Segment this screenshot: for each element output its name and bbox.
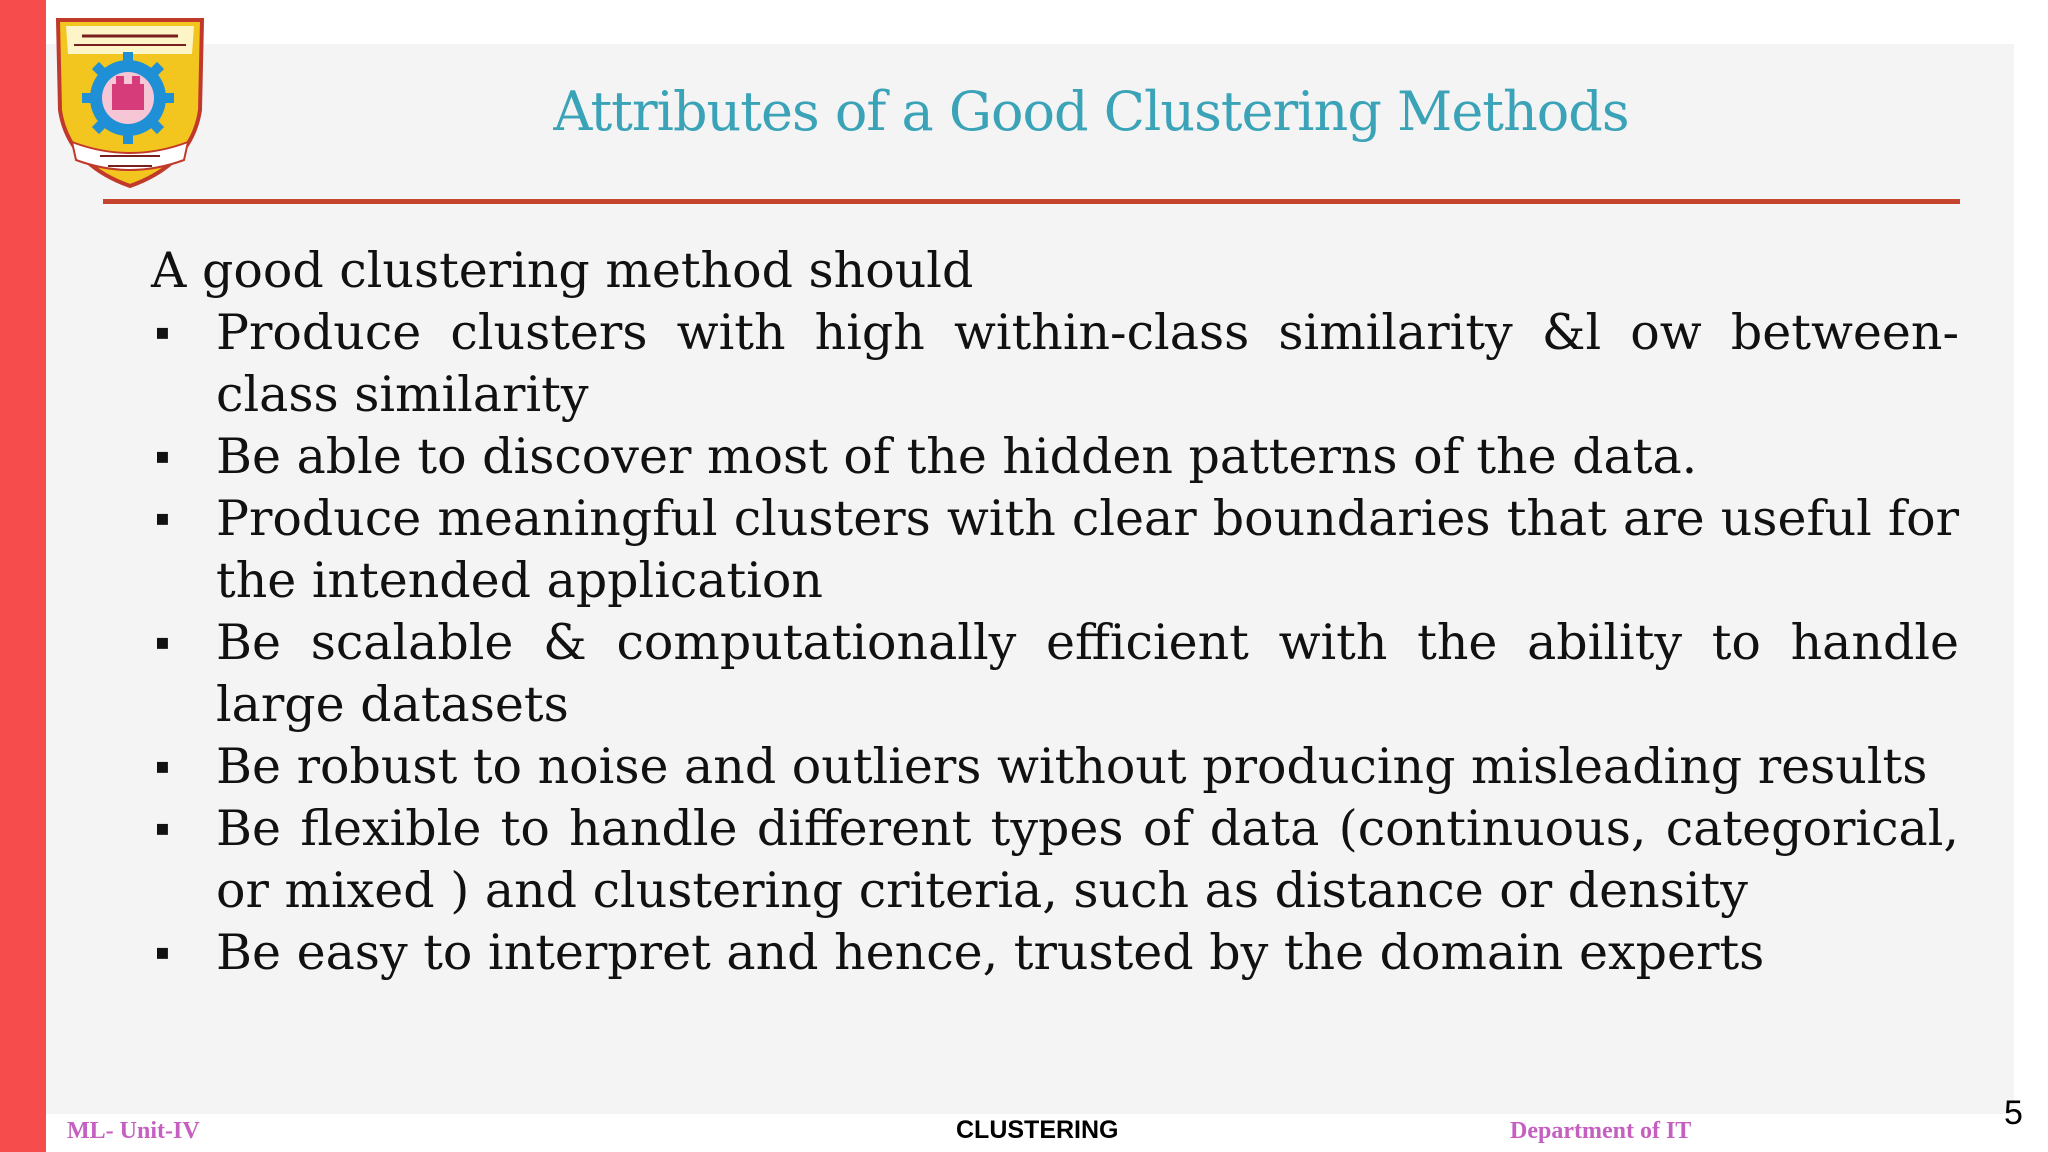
bullet-list: [151, 302, 1959, 984]
intro-text: A good clustering method should: [151, 242, 974, 299]
bullet-item: [151, 798, 1959, 922]
square-bullet-icon: ▪: [155, 940, 170, 965]
bullet-item: [151, 426, 1959, 488]
bullet-item: [151, 612, 1959, 736]
title-divider: [103, 199, 1960, 204]
left-accent-bar: [0, 0, 46, 1152]
bullet-text: Be scalable & computationally efficient with the ability to handle large datasets: [216, 614, 1959, 733]
slide-title: Attributes of a Good Clustering Methods: [553, 80, 1629, 143]
bullet-text: Be easy to interpret and hence, trusted by the domain experts: [216, 924, 1765, 981]
footer-department-label: Department of IT: [1510, 1118, 1692, 1144]
bullet-item: [151, 736, 1959, 798]
bullet-text: Produce meaningful clusters with clear boundaries that are useful for the intended application: [216, 490, 1959, 609]
bullet-item: [151, 488, 1959, 612]
bullet-text: Produce clusters with high within-class similarity &l ow between-class similarity: [216, 304, 1959, 423]
page-number: 5: [2004, 1094, 2023, 1132]
bullet-item: [151, 302, 1959, 426]
slide-body: [151, 240, 1959, 984]
footer-topic-label: CLUSTERING: [956, 1116, 1119, 1144]
square-bullet-icon: ▪: [155, 444, 170, 469]
square-bullet-icon: ▪: [155, 754, 170, 779]
square-bullet-icon: ▪: [155, 506, 170, 531]
square-bullet-icon: ▪: [155, 816, 170, 841]
footer-course-label: ML- Unit-IV: [67, 1118, 200, 1144]
bullet-text: Be able to discover most of the hidden patterns of the data.: [216, 428, 1698, 485]
bullet-text: Be flexible to handle different types of data (continuous, categorical, or mixed ) and clustering criteria, such as distance or density: [216, 800, 1959, 919]
bullet-text: Be robust to noise and outliers without producing misleading results: [216, 738, 1928, 795]
square-bullet-icon: ▪: [155, 320, 170, 345]
square-bullet-icon: ▪: [155, 630, 170, 655]
bullet-item: [151, 922, 1959, 984]
